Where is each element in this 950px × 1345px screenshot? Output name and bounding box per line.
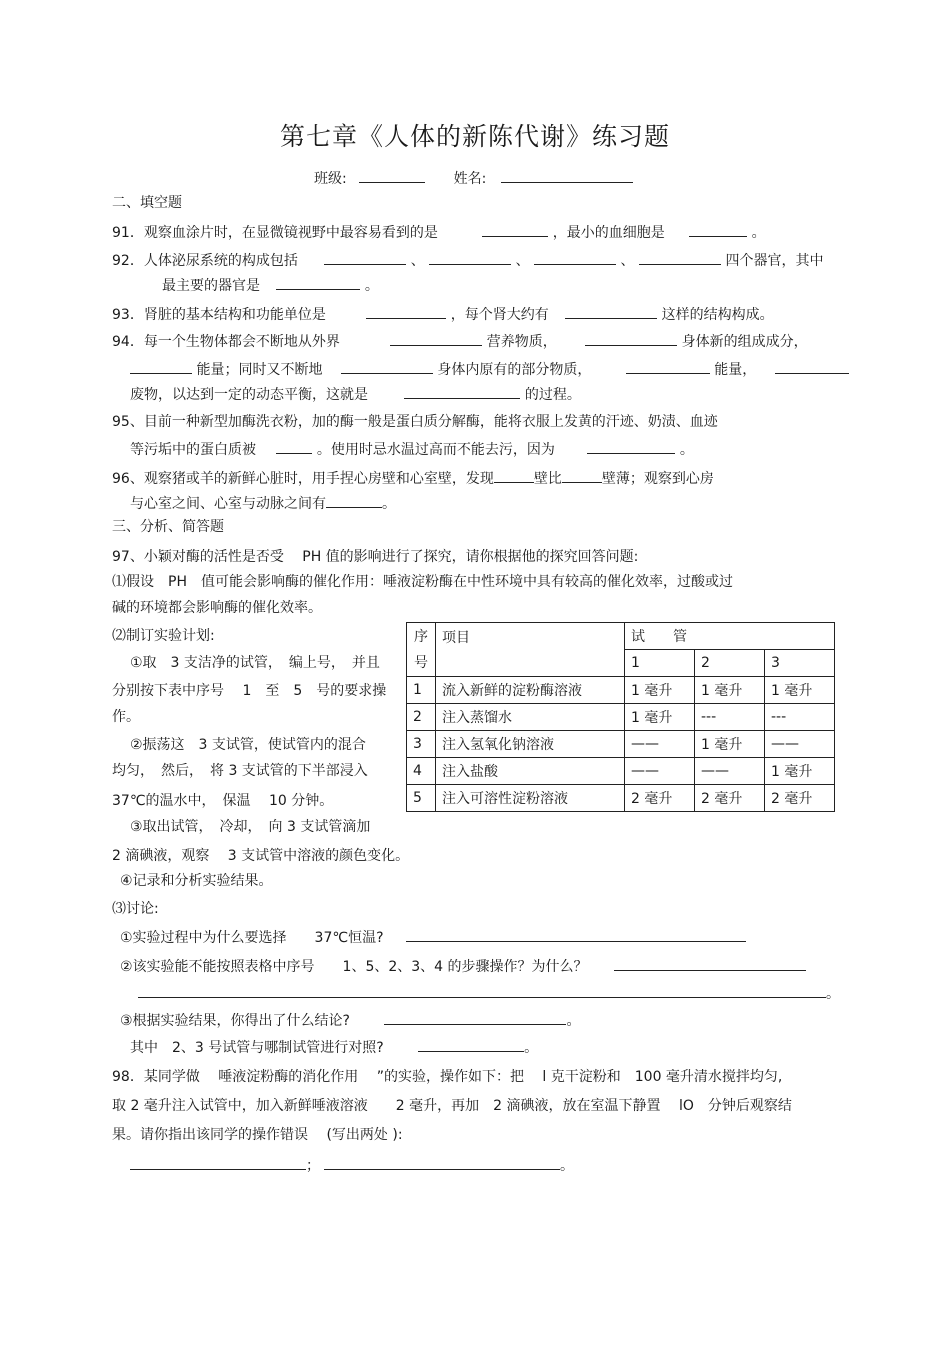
q97-step-2b: 均匀， 然后， 将 3 支试管的下半部浸入 xyxy=(112,763,368,779)
q94-blank-1[interactable] xyxy=(390,331,482,346)
header-line xyxy=(314,168,633,188)
q97-answer-2[interactable] xyxy=(614,956,806,971)
q92-blank-3[interactable] xyxy=(534,250,616,265)
header-item: 项目 xyxy=(436,623,625,677)
q97-discussion-2: ②该实验能不能按照表格中序号 1、5、2、3、4 的步骤操作？为什么？ xyxy=(120,956,806,976)
q97-step-1c: 作。 xyxy=(112,709,140,725)
q97-answer-1[interactable] xyxy=(406,927,746,942)
q98-answer-2[interactable] xyxy=(324,1155,560,1170)
q97-answer-2-cont[interactable] xyxy=(138,983,826,998)
q94-blank-3[interactable] xyxy=(130,359,192,374)
q94-blank-6[interactable] xyxy=(775,359,849,374)
name-blank[interactable] xyxy=(501,168,633,183)
tube-1-label: 1 xyxy=(625,650,695,677)
q93-blank-1[interactable] xyxy=(366,304,446,319)
q97-plan-heading: ⑵制订实验计划: xyxy=(112,628,215,644)
q94-blank-2[interactable] xyxy=(585,331,677,346)
question-95-cont: 等污垢中的蛋白质被 。使用时忌水温过高而不能去污，因为 。 xyxy=(130,439,694,459)
q97-answer-4[interactable] xyxy=(418,1037,524,1052)
q95-blank-1[interactable] xyxy=(276,439,312,454)
header-seq: 序 号 xyxy=(407,623,436,677)
q97-step-2c: 37℃的温水中， 保温 10 分钟。 xyxy=(112,793,334,809)
tube-2-label: 2 xyxy=(695,650,765,677)
question-98-line-3: 果。请你指出该同学的操作错误 (写出两处 ): xyxy=(112,1127,403,1143)
q94-blank-7[interactable] xyxy=(404,384,520,399)
q97-hypothesis-cont: 碱的环境都会影响酶的催化效率。 xyxy=(112,600,322,616)
q97-step-2a: ②振荡这 3 支试管，使试管内的混合 xyxy=(130,737,366,753)
q92-blank-5[interactable] xyxy=(276,275,360,290)
table-row: 1 流入新鲜的淀粉酶溶液 1 毫升 1 毫升 1 毫升 xyxy=(407,677,835,704)
question-94: 94．每一个生物体都会不断地从外界 营养物质， 身体新的组成成分， xyxy=(112,331,808,351)
experiment-table xyxy=(406,622,835,812)
q97-discussion-4: 其中 2、3 号试管与哪制试管进行对照? 。 xyxy=(130,1037,538,1057)
class-blank[interactable] xyxy=(359,168,425,183)
q96-blank-1[interactable] xyxy=(494,468,534,483)
q92-blank-2[interactable] xyxy=(429,250,511,265)
q96-blank-2[interactable] xyxy=(562,468,602,483)
q97-step-4: ④记录和分析实验结果。 xyxy=(120,873,273,889)
question-96: 96、观察猪或羊的新鲜心脏时，用手捏心房壁和心室壁，发现 壁比 壁薄；观察到心房 xyxy=(112,468,714,488)
q95-blank-2[interactable] xyxy=(587,439,675,454)
q97-hypothesis: ⑴假设 PH 值可能会影响酶的催化作用：唾液淀粉酶在中性环境中具有较高的催化效率，过酸或过 xyxy=(112,574,733,590)
page-title: 第七章《人体的新陈代谢》练习题 xyxy=(279,122,670,151)
q97-answer-3[interactable] xyxy=(384,1010,566,1025)
section-2-heading: 二、填空题 xyxy=(112,195,182,211)
q98-answer-1[interactable] xyxy=(130,1155,306,1170)
q97-step-3b: 2 滴碘液，观察 3 支试管中溶液的颜色变化。 xyxy=(112,848,410,864)
question-95: 95、目前一种新型加酶洗衣粉，加的酶一般是蛋白质分解酶，能将衣服上发黄的汗迹、奶渍、血迹 xyxy=(112,414,718,430)
header-tube: 试 管 xyxy=(625,623,835,650)
question-94-line-3: 废物，以达到一定的动态平衡，这就是 的过程。 xyxy=(130,384,581,404)
q94-blank-5[interactable] xyxy=(626,359,710,374)
q93-blank-2[interactable] xyxy=(565,304,657,319)
section-3-heading: 三、分析、简答题 xyxy=(112,519,224,535)
table-row: 3 注入氢氧化钠溶液 —— 1 毫升 —— xyxy=(407,731,835,758)
q97-step-1b: 分别按下表中序号 1 至 5 号的要求操 xyxy=(112,683,387,699)
q97-step-3a: ③取出试管， 冷却， 向 3 支试管滴加 xyxy=(130,819,371,835)
class-label: 班级: xyxy=(314,171,347,187)
question-91: 91．观察血涂片时，在显微镜视野中最容易看到的是 ，最小的血细胞是 。 xyxy=(112,222,766,242)
question-96-cont: 与心室之间、心室与动脉之间有 。 xyxy=(130,493,396,513)
table-header-row xyxy=(407,623,835,650)
question-97-intro: 97、小颖对酶的活性是否受 PH 值的影响进行了探究，请你根据他的探究回答问题: xyxy=(112,549,639,565)
q97-discussion-2-cont: 。 xyxy=(138,983,840,1003)
question-92-cont: 最主要的器官是 。 xyxy=(162,275,379,295)
q97-discussion-1: ①实验过程中为什么要选择 37℃恒温? xyxy=(120,927,746,947)
q97-discussion-heading: ⑶讨论: xyxy=(112,901,159,917)
table-row: 4 注入盐酸 —— —— 1 毫升 xyxy=(407,758,835,785)
q92-blank-1[interactable] xyxy=(324,250,406,265)
question-94-line-2: 能量；同时又不断地 身体内原有的部分物质， 能量， xyxy=(130,359,849,379)
table-row: 5 注入可溶性淀粉溶液 2 毫升 2 毫升 2 毫升 xyxy=(407,785,835,812)
question-98: 98．某同学做 唾液淀粉酶的消化作用 ”的实验，操作如下：把 l 克干淀粉和 100 毫升清水搅拌均匀, xyxy=(112,1069,783,1085)
name-label: 姓名: xyxy=(453,171,487,187)
q97-discussion-3: ③根据实验结果，你得出了什么结论? 。 xyxy=(120,1010,580,1030)
table-row: 2 注入蒸馏水 1 毫升 --- --- xyxy=(407,704,835,731)
q91-blank-1[interactable] xyxy=(482,222,548,237)
tube-3-label: 3 xyxy=(765,650,835,677)
question-98-answers: ； 。 xyxy=(130,1155,574,1175)
q96-blank-3[interactable] xyxy=(326,493,382,508)
question-92: 92．人体泌尿系统的构成包括 、 、 、 四个器官，其中 xyxy=(112,250,823,270)
question-98-line-2: 取 2 毫升注入试管中，加入新鲜唾液溶液 2 毫升，再加 2 滴碘液，放在室温下静置 lO 分钟后观察结 xyxy=(112,1098,792,1114)
q91-blank-2[interactable] xyxy=(689,222,747,237)
q92-blank-4[interactable] xyxy=(639,250,721,265)
question-93: 93．肾脏的基本结构和功能单位是 ，每个肾大约有 这样的结构构成。 xyxy=(112,304,774,324)
q94-blank-4[interactable] xyxy=(341,359,433,374)
q97-step-1a: ①取 3 支洁净的试管， 编上号， 并且 xyxy=(130,655,380,671)
